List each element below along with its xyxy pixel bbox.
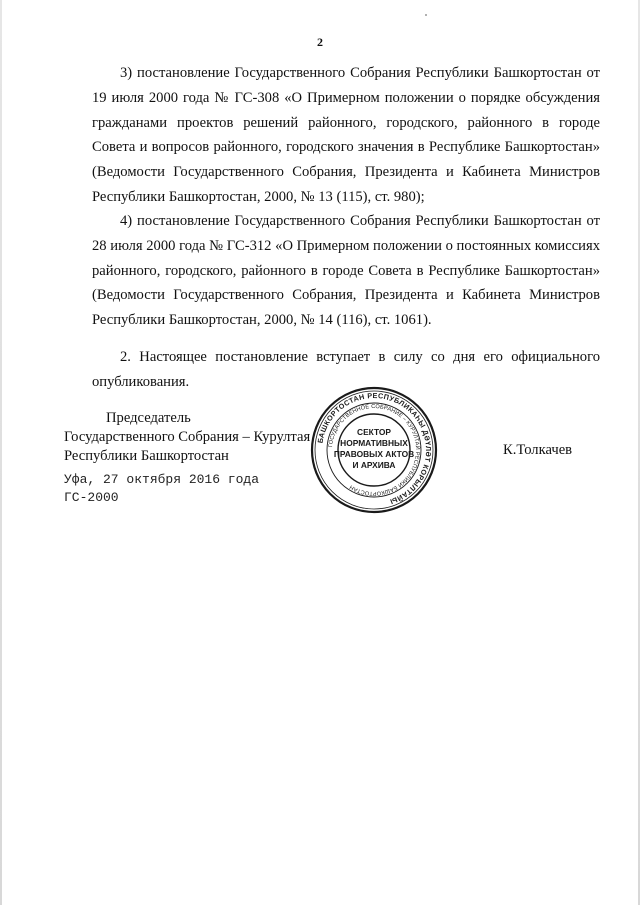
signature-block [64, 409, 310, 466]
signer-name: К.Толкачев [503, 442, 573, 458]
stamp-seal-icon [309, 385, 439, 515]
document-number: ГС-2000 [64, 490, 119, 505]
official-stamp [309, 385, 439, 515]
stamp-center-line2: НОРМАТИВНЫХ [340, 438, 408, 448]
place-date: Уфа, 27 октября 2016 года [64, 472, 260, 487]
place-date-block [64, 471, 259, 507]
page-number: 2 [317, 35, 323, 49]
paragraph-text: 4) постановление Государственного Собрания Республики Башкортостан от 28 июля 2000 года № ГС-312 «О Примерном положении о постоянных комиссиях районного, городского, районного в городе Совета в Республике Башкортостан» (Ведомости Государственного Собрания, Президента и Кабинета Министров Республики Башкортостан, 2000, № 14 (116), ст. 1061). [92, 213, 600, 329]
stamp-ring-outer: БАШКОРТОСТАН РЕСПУБЛИКАҺЫ ДӘҮЛӘТ КОРЫЛТАЙЫ [315, 390, 434, 507]
paragraph-text: 3) постановление Государственного Собрания Республики Башкортостан от 19 июля 2000 года № ГС-308 «О Примерном положении о порядке обсуждения гражданами проектов решений районного, городского, районного в городе Совета и вопросов районного, городского значения в Республике Башкортостан» (Ведомости Государственного Собрания, Президента и Кабинета Министров Республики Башкортостан, 2000, № 13 (115), ст. 980); [92, 65, 600, 205]
paragraph-item-3 [92, 61, 600, 210]
paragraph-item-4 [92, 209, 600, 333]
signer-title-line1: Председатель [106, 410, 191, 426]
paragraph-text: 2. Настоящее постановление вступает в силу со дня его официального опубликования. [92, 349, 600, 390]
signer-title-line2: Государственного Собрания – Курултая [64, 429, 311, 445]
stamp-ring-inner: ГОСУДАРСТВЕННОЕ СОБРАНИЕ – КУРУЛТАЙ РЕСПУБЛИКИ БАШКОРТОСТАН [328, 403, 421, 497]
stamp-center-line4: И АРХИВА [352, 460, 396, 470]
page-edge-left [0, 0, 2, 905]
stamp-center-line3: ПРАВОВЫХ АКТОВ [333, 449, 415, 459]
scan-speck [425, 14, 427, 16]
stamp-center-line1: СЕКТОР [357, 427, 391, 437]
signer-title-line3: Республики Башкортостан [64, 448, 229, 464]
